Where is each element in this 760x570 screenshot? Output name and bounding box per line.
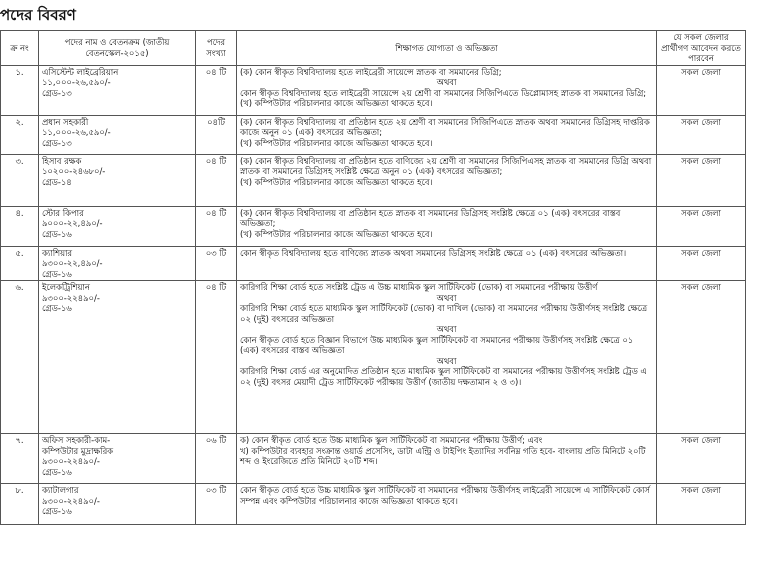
table-body — [1, 65, 746, 525]
header-qualification: শিক্ষাগত যোগ্যতা ও অভিজ্ঞতা — [237, 31, 657, 66]
row-districts: সকল জেলা — [657, 281, 746, 434]
row-post-name — [39, 484, 196, 525]
row-qualification — [237, 484, 657, 525]
row-qualification — [237, 65, 657, 115]
row-districts: সকল জেলা — [657, 484, 746, 525]
row-post-name — [39, 115, 196, 154]
row-districts: সকল জেলা — [657, 154, 746, 206]
row-serial: ৫. — [1, 246, 39, 281]
qualification-line: কোন স্বীকৃত বিশ্ববিদ্যালয় হতে বাণিজ্যে স্নাতক অথবা সমমানের ডিগ্রিসহ সংশ্লিষ্ট ক্ষেত্রে ০১ (এক) বৎসরের অভিজ্ঞতা। — [240, 247, 627, 258]
qualification-line: কারিগরি শিক্ষা বোর্ড এর অনুমোদিত প্রতিষ্ঠান হতে মাধ্যমিক স্কুল সার্টিফিকেট বা সমমানের পরীক্ষায় উত্তীর্ণসহ সংশ্লিষ্ট ট্রেড এ ০২ (দুই) বৎসর মেয়াদী ট্রেড সার্টিফিকেট পরীক্ষায় উত্তীর্ণ (জাতীয় দক্ষতামান ২ ও ৩)। — [240, 366, 647, 387]
post-line: ৯৩০০-২২,৪৯০/- — [42, 258, 103, 268]
table-row — [1, 484, 746, 525]
row-post-name — [39, 154, 196, 206]
post-line: ১০২০০-২৪৬৮০/- — [42, 166, 106, 176]
row-qualification — [237, 115, 657, 154]
job-details-table — [0, 30, 746, 525]
header-post-count: পদের সংখ্যা — [196, 31, 237, 66]
or-separator: অথবা — [436, 324, 457, 334]
row-post-count: ০৩ টি — [196, 484, 237, 525]
qualification-line: (ক) কোন স্বীকৃত বিশ্ববিদ্যালয় বা প্রতিষ্ঠান হতে বাণিজ্যে ২য় শ্রেণী বা সমমানের সিজিপিএসহ স্নাতক বা সমমানের ডিগ্রি অথবা স্নাতক বা সমমানের ডিগ্রিসহ সংশ্লিষ্ট ক্ষেত্রে অনুন ০১ (এক) বৎসরের অভিজ্ঞতা; — [240, 155, 652, 176]
row-post-name — [39, 65, 196, 115]
table-row — [1, 281, 746, 434]
qualification-line: খ) কম্পিউটার ব্যবহার সংক্রান্ত ওয়ার্ড প্রসেসিং, ডাটা এন্ট্রি ও টাইপিং ইত্যাদির সর্বনিম্ন গতি হবে- বাংলায় প্রতি মিনিটে ২০টি শব্দ ও ইংরেজিতে প্রতি মিনিটে ২০টি শব্দ। — [240, 445, 646, 466]
post-line: ৯০০০-২২,৪৯০/- — [42, 218, 103, 228]
qualification-line: কোন স্বীকৃত বোর্ড হতে উচ্চ মাধ্যমিক স্কুল সার্টিফিকেট বা সমমানের পরীক্ষায় উত্তীর্ণসহ লাইব্রেরী সায়েন্সে এ সার্টিফিকেট কোর্স সম্পন্ন এবং কম্পিউটার পরিচালনার কাজে অভিজ্ঞতা থাকতে হবে। — [240, 485, 650, 506]
post-line: ১১,০০০-২৬,৫৯০/- — [42, 127, 111, 137]
row-districts: সকল জেলা — [657, 434, 746, 484]
row-post-count: ০৪ টি — [196, 281, 237, 434]
post-line: গ্রেড-১৬ — [42, 228, 72, 239]
table-row — [1, 65, 746, 115]
table-row — [1, 434, 746, 484]
row-post-count: ০৩ টি — [196, 246, 237, 281]
post-line: কম্পিউটার মুদ্রাক্ষরিক — [42, 445, 114, 456]
post-line: ১১,০০০-২৬,৫৯০/- — [42, 77, 111, 87]
row-serial: ৩. — [1, 154, 39, 206]
qualification-line: (খ) কম্পিউটার পরিচালনার কাজে অভিজ্ঞতা থাকতে হবে। — [240, 228, 433, 239]
row-post-count: ০৪ টি — [196, 65, 237, 115]
qualification-line: কোন স্বীকৃত বোর্ড হতে বিজ্ঞান বিভাগে উচ্চ মাধ্যমিক স্কুল সার্টিফিকেট বা সমমানের পরীক্ষায় উত্তীর্ণসহ সংশ্লিষ্ট ক্ষেত্রে ০১ (এক) বৎসরের বাস্তব অভিজ্ঞতা — [240, 334, 634, 355]
row-post-name — [39, 281, 196, 434]
qualification-line: কারিগরি শিক্ষা বোর্ড হতে সংশ্লিষ্ট ট্রেড এ উচ্চ মাধ্যমিক স্কুল সার্টিফিকেট (ভোক) বা সমমানের পরীক্ষায় উত্তীর্ণ — [240, 282, 598, 292]
or-separator: অথবা — [436, 77, 457, 87]
qualification-line: ক) কোন স্বীকৃত বোর্ড হতে উচ্চ মাধ্যমিক স্কুল সার্টিফিকেট বা সমমানের পরীক্ষায় উত্তীর্ণ; এবং — [240, 435, 543, 445]
page-title: পদের বিবরণ — [0, 6, 76, 24]
post-line: অফিস সহকারী-কাম- — [42, 435, 111, 445]
post-line: ৯৩০০-২২৪৯০/- — [42, 292, 100, 303]
row-qualification — [237, 246, 657, 281]
row-serial: ৪. — [1, 206, 39, 246]
row-districts: সকল জেলা — [657, 206, 746, 246]
qualification-line: কারিগরি শিক্ষা বোর্ড হতে মাধ্যমিক স্কুল সার্টিফিকেট (ভোক) বা দাখিল (ভোক) বা সমমানের পরীক্ষায় উত্তীর্ণসহ সংশ্লিষ্ট ক্ষেত্রে ০২ (দুই) বৎসরের অভিজ্ঞতা — [240, 303, 648, 324]
row-qualification — [237, 281, 657, 434]
header-serial: ক্র নং — [1, 31, 39, 66]
row-serial: ৬. — [1, 281, 39, 434]
table-header-row — [1, 31, 746, 66]
table-row — [1, 206, 746, 246]
qualification-line: (খ) কম্পিউটার পরিচালনার কাজে অভিজ্ঞতা থাকতে হবে। — [240, 98, 433, 108]
post-line: ক্যাশিয়ার — [42, 247, 73, 258]
row-serial: ৭. — [1, 434, 39, 484]
row-serial: ২. — [1, 115, 39, 154]
row-post-count: ০৪ টি — [196, 154, 237, 206]
post-line: হিসাব রক্ষক — [42, 155, 82, 166]
header-districts: যে সকল জেলার প্রার্থীগণ আবেদন করতে পারবেন — [657, 31, 746, 66]
post-line: প্রধান সহকারী — [42, 116, 89, 127]
post-line: গ্রেড-১৩ — [42, 137, 72, 148]
row-post-count: ০৪টি — [196, 115, 237, 154]
row-qualification — [237, 206, 657, 246]
or-separator: অথবা — [436, 292, 457, 303]
post-line: গ্রেড-১৬ — [42, 506, 72, 516]
row-districts: সকল জেলা — [657, 115, 746, 154]
post-line: গ্রেড-১৪ — [42, 176, 72, 187]
row-serial: ১. — [1, 65, 39, 115]
header-post-name: পদের নাম ও বেতনক্রম (জাতীয় বেতনস্কেল-২০১৫) — [39, 31, 196, 66]
row-post-name — [39, 206, 196, 246]
post-line: গ্রেড-১৬ — [42, 303, 72, 313]
post-line: ইলেকট্রিশিয়ান — [42, 282, 90, 292]
qualification-line: (খ) কম্পিউটার পরিচালনার কাজে অভিজ্ঞতা থাকতে হবে। — [240, 176, 433, 187]
post-line: গ্রেড-১৬ — [42, 268, 72, 279]
row-post-name — [39, 434, 196, 484]
post-line: গ্রেড-১৬ — [42, 466, 72, 477]
qualification-line: (ক) কোন স্বীকৃত বিশ্ববিদ্যালয় বা প্রতিষ্ঠান হতে স্নাতক বা সমমানের ডিগ্রিসহ সংশ্লিষ্ট ক্ষেত্রে ০১ (এক) বৎসরের বাস্তব অভিজ্ঞতা; — [240, 207, 621, 228]
row-districts: সকল জেলা — [657, 65, 746, 115]
qualification-line: (ক) কোন স্বীকৃত বিশ্ববিদ্যালয় বা প্রতিষ্ঠান হতে ২য় শ্রেণী বা সমমানের সিজিপিএতে স্নাতক অথবা সমমানের ডিগ্রিসহ দাপ্তরিক কাজে অনুন ০১ (এক) বৎসরের অভিজ্ঞতা; — [240, 116, 650, 137]
table-row — [1, 154, 746, 206]
post-line: ক্যাটালগার — [42, 485, 79, 495]
table-row — [1, 246, 746, 281]
row-qualification — [237, 434, 657, 484]
post-line: ৯৩০০-২২৪৯০/- — [42, 456, 100, 466]
row-post-count: ০৬ টি — [196, 434, 237, 484]
or-separator: অথবা — [436, 355, 457, 366]
row-serial: ৮. — [1, 484, 39, 525]
qualification-line: (খ) কম্পিউটার পরিচালনার কাজে অভিজ্ঞতা থাকতে হবে। — [240, 137, 433, 148]
table-row — [1, 115, 746, 154]
row-post-name — [39, 246, 196, 281]
post-line: স্টোর কিপার — [42, 207, 84, 218]
row-districts: সকল জেলা — [657, 246, 746, 281]
qualification-line: (ক) কোন স্বীকৃত বিশ্ববিদ্যালয় হতে লাইব্রেরী সায়েন্সে স্নাতক বা সমমানের ডিগ্রি; — [240, 66, 502, 77]
qualification-line: কোন স্বীকৃত বিশ্ববিদ্যালয় হতে লাইব্রেরী সায়েন্সে ২য় শ্রেণী বা সমমানের সিজিপিএতে ডিপ্লোমাসহ স্নাতক বা সমমানের ডিগ্রি; — [240, 87, 647, 98]
post-line: ৯৩০০-২২৪৯০/- — [42, 495, 100, 506]
row-qualification — [237, 154, 657, 206]
post-line: এসিস্টেন্ট লাইব্রেরিয়ান — [42, 66, 119, 77]
row-post-count: ০৪ টি — [196, 206, 237, 246]
post-line: গ্রেড-১৩ — [42, 87, 72, 98]
